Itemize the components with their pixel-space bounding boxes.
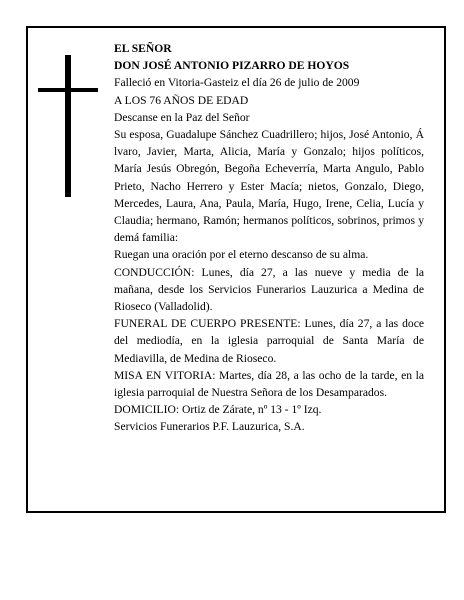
notice-title: EL SEÑOR bbox=[114, 42, 172, 55]
obituary-text bbox=[114, 40, 424, 436]
cross-icon bbox=[38, 55, 98, 197]
age-line: A LOS 76 AÑOS DE EDAD bbox=[114, 93, 249, 107]
deceased-name: DON JOSÉ ANTONIO PIZARRO DE HOYOS bbox=[114, 59, 350, 73]
prayer-line: Ruegan una oración por el eterno descanso de su alma. bbox=[114, 248, 369, 262]
rest-in-peace-line: Descanse en la Paz del Señor bbox=[114, 110, 250, 124]
domicilio-line: DOMICILIO: Ortiz de Zárate, nº 13 - 1º Izq. bbox=[114, 403, 322, 417]
cross-vertical-bar bbox=[65, 55, 71, 197]
family-paragraph: Su esposa, Guadalupe Sánchez Cuadrillero; hijos, José Antonio, Á lvaro, Javier, Marta, Alicia, María y Gonzalo; hijos políticos, María Jesús Obregón, Begoña Echeverría, Marta Angulo, Pablo Prieto, Nacho Herrero y Ester Macía; nietos, Gonzalo, Diego, Mercedes, Laura, Ana, Paula, María, Hugo, Irene, Celia, Lucía y Claudia; hermano, Ramón; hermanos políticos, sobrinos, primos y demá familia: bbox=[114, 128, 424, 245]
funeral-paragraph: FUNERAL DE CUERPO PRESENTE: Lunes, día 27, a las doce del mediodía, en la iglesia parroquial de Santa María de Mediavilla, de Medina de Rioseco. bbox=[114, 317, 424, 365]
misa-paragraph: MISA EN VITORIA: Martes, día 28, a las ocho de la tarde, en la iglesia parroquial de Nuestra Señora de los Desamparados. bbox=[114, 368, 424, 400]
cross-horizontal-bar bbox=[38, 88, 98, 92]
conduccion-paragraph: CONDUCCIÓN: Lunes, día 27, a las nueve y media de la mañana, desde los Servicios Funerarios Lauzurica a Medina de Rioseco (Valladolid). bbox=[114, 265, 424, 314]
death-info: Falleció en Vitoria-Gasteiz el día 26 de julio de 2009 bbox=[114, 76, 360, 90]
funeral-services-line: Servicios Funerarios P.F. Lauzurica, S.A. bbox=[114, 420, 305, 434]
